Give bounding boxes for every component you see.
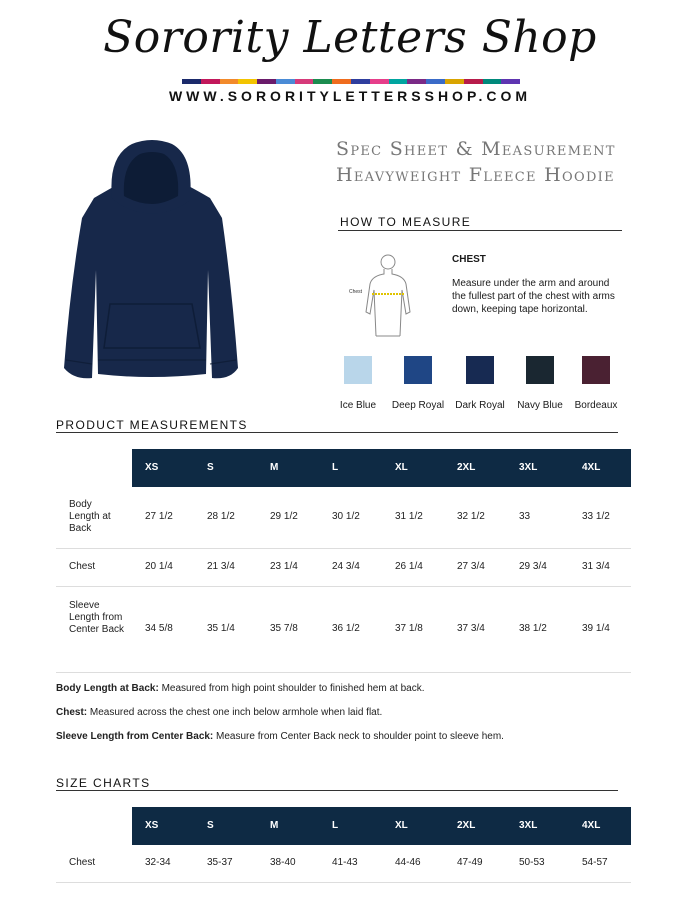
color-swatch-label: Ice Blue: [339, 400, 377, 411]
stripe-segment: [445, 79, 464, 84]
stripe-segment: [370, 79, 389, 84]
stripe-segment: [389, 79, 408, 84]
row-label: Sleeve Length from Center Back: [69, 600, 125, 635]
stripe-segment: [295, 79, 314, 84]
spec-title-line2: Heavyweight Fleece Hoodie: [336, 164, 615, 186]
table-cell: 44-46: [395, 857, 421, 868]
table-cell: 31 1/2: [395, 511, 423, 522]
table-cell: 27 3/4: [457, 561, 485, 572]
row-label: Body Length at Back: [69, 499, 111, 534]
spec-title-line1: Spec Sheet & Measurement: [336, 138, 616, 160]
product-measurements-label: PRODUCT MEASUREMENTS: [56, 418, 248, 432]
how-to-measure-label: HOW TO MEASURE: [340, 215, 472, 229]
row-divider: [56, 672, 631, 673]
stripe-segment: [201, 79, 220, 84]
stripe-segment: [220, 79, 239, 84]
note-text: Measure from Center Back neck to shoulder point to sleeve hem.: [213, 731, 504, 742]
color-swatch: [526, 356, 554, 384]
size-header: 4XL: [582, 820, 601, 831]
chest-heading: CHEST: [452, 254, 486, 265]
size-header: L: [332, 820, 339, 831]
size-header: XL: [395, 462, 408, 473]
note-text: Measured from high point shoulder to finished hem at back.: [158, 683, 425, 694]
table-cell: 20 1/4: [145, 561, 173, 572]
stripe-segment: [238, 79, 257, 84]
brand-color-stripe: [182, 79, 520, 84]
table-cell: 54-57: [582, 857, 608, 868]
size-header: 3XL: [519, 820, 538, 831]
chest-measure-figure: [346, 252, 418, 342]
size-header: M: [270, 820, 279, 831]
stripe-segment: [182, 79, 201, 84]
size-header: 3XL: [519, 462, 538, 473]
note-term: Chest:: [56, 707, 88, 718]
table-cell: 47-49: [457, 857, 483, 868]
table-cell: 37 3/4: [457, 623, 485, 634]
table-cell: 33: [519, 511, 531, 522]
row-label: Chest: [69, 561, 96, 572]
table-cell: 36 1/2: [332, 623, 360, 634]
table-cell: 28 1/2: [207, 511, 235, 522]
section-divider: [338, 230, 622, 231]
table-cell: 31 3/4: [582, 561, 610, 572]
table-cell: 39 1/4: [582, 623, 610, 634]
size-header: XS: [145, 820, 159, 831]
color-swatch: [582, 356, 610, 384]
chest-description: Measure under the arm and around the fullest part of the chest with arms down, keeping tape horizontal.: [452, 278, 615, 315]
measurement-note: [56, 683, 425, 694]
brand-logo: Sorority Letters Shop: [103, 12, 597, 63]
table-cell: 38 1/2: [519, 623, 547, 634]
color-swatch: [344, 356, 372, 384]
row-label: Chest: [69, 857, 96, 868]
stripe-segment: [407, 79, 426, 84]
size-charts-label: SIZE CHARTS: [56, 776, 151, 790]
stripe-segment: [501, 79, 520, 84]
color-swatch-label: Dark Royal: [455, 400, 505, 411]
size-header: XS: [145, 462, 159, 473]
measurement-note: [56, 707, 382, 718]
size-header: L: [332, 462, 339, 473]
stripe-segment: [276, 79, 295, 84]
table-cell: 29 3/4: [519, 561, 547, 572]
measurement-note: [56, 731, 504, 742]
row-divider: [56, 882, 631, 883]
table-cell: 26 1/4: [395, 561, 423, 572]
site-url[interactable]: WWW.SORORITYLETTERSSHOP.COM: [168, 88, 532, 104]
note-term: Sleeve Length from Center Back:: [56, 731, 214, 742]
table-cell: 41-43: [332, 857, 358, 868]
table-cell: 32-34: [145, 857, 171, 868]
size-header: 2XL: [457, 820, 476, 831]
stripe-segment: [426, 79, 445, 84]
size-header: 4XL: [582, 462, 601, 473]
table-cell: 34 5/8: [145, 623, 173, 634]
stripe-segment: [464, 79, 483, 84]
color-swatch-label: Navy Blue: [517, 400, 563, 411]
color-swatch-label: Deep Royal: [391, 400, 445, 411]
table-cell: 32 1/2: [457, 511, 485, 522]
row-divider: [56, 548, 631, 549]
row-divider: [56, 586, 631, 587]
note-text: Measured across the chest one inch below armhole when laid flat.: [87, 707, 383, 718]
stripe-segment: [257, 79, 276, 84]
color-swatch-label: Bordeaux: [574, 400, 618, 411]
chest-figure-label: Chest: [349, 289, 363, 295]
table-cell: 33 1/2: [582, 511, 610, 522]
size-header: 2XL: [457, 462, 476, 473]
table-cell: 35 1/4: [207, 623, 235, 634]
size-header: XL: [395, 820, 408, 831]
stripe-segment: [313, 79, 332, 84]
table-cell: 23 1/4: [270, 561, 298, 572]
table-cell: 35 7/8: [270, 623, 298, 634]
table-cell: 29 1/2: [270, 511, 298, 522]
table-cell: 37 1/8: [395, 623, 423, 634]
section-divider: [56, 432, 618, 433]
hoodie-product-image: [60, 138, 242, 384]
color-swatch: [466, 356, 494, 384]
table-cell: 24 3/4: [332, 561, 360, 572]
color-swatch: [404, 356, 432, 384]
table-cell: 30 1/2: [332, 511, 360, 522]
table-cell: 21 3/4: [207, 561, 235, 572]
table-cell: 27 1/2: [145, 511, 173, 522]
table-cell: 35-37: [207, 857, 233, 868]
size-header: M: [270, 462, 279, 473]
size-header: S: [207, 462, 214, 473]
table-cell: 38-40: [270, 857, 296, 868]
stripe-segment: [351, 79, 370, 84]
size-header: S: [207, 820, 214, 831]
section-divider: [56, 790, 618, 791]
table-cell: 50-53: [519, 857, 545, 868]
stripe-segment: [332, 79, 351, 84]
note-term: Body Length at Back:: [56, 683, 159, 694]
stripe-segment: [483, 79, 502, 84]
